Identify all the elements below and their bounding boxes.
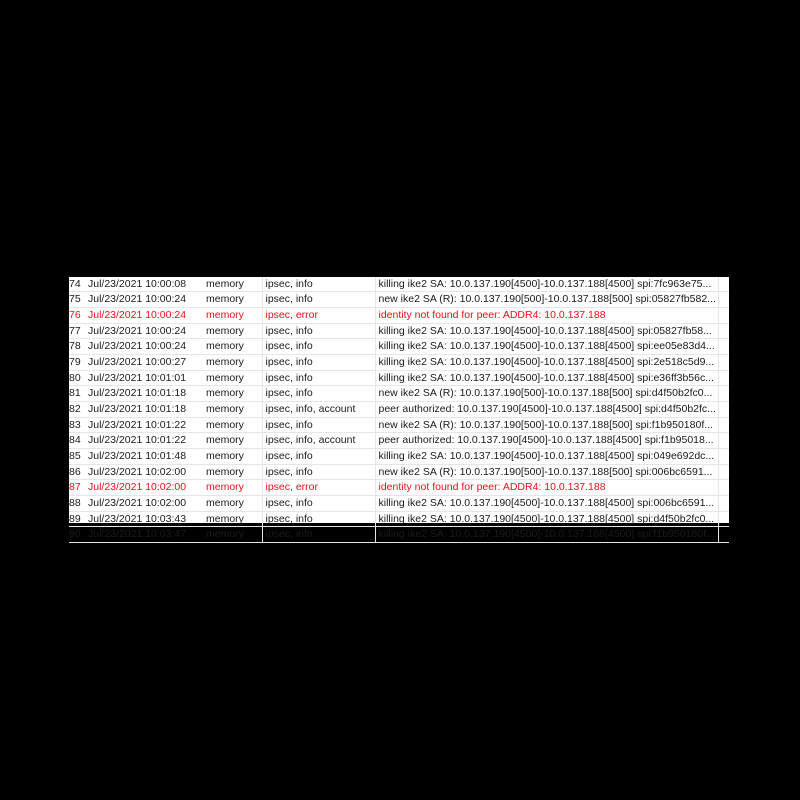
log-row-filler: [718, 527, 729, 543]
log-row[interactable]: [69, 386, 729, 402]
log-entry-buffer: memory: [200, 323, 262, 339]
log-entry-time: Jul/23/2021 10:01:22: [86, 417, 200, 433]
log-row[interactable]: [69, 370, 729, 386]
log-row-filler: [718, 292, 729, 308]
log-row-filler: [718, 307, 729, 323]
log-entry-number: 74: [69, 277, 86, 292]
log-entry-topics: ipsec, info: [262, 511, 375, 527]
log-entry-topics: ipsec, info: [262, 277, 375, 292]
log-entry-message: killing ike2 SA: 10.0.137.190[4500]-10.0.137.188[4500] spi:e36ff3b56c...: [375, 370, 718, 386]
log-entry-buffer: memory: [200, 307, 262, 323]
log-row-filler: [718, 386, 729, 402]
log-entry-buffer: memory: [200, 354, 262, 370]
log-row-filler: [718, 448, 729, 464]
log-entry-topics: ipsec, info: [262, 292, 375, 308]
log-entry-message: killing ike2 SA: 10.0.137.190[4500]-10.0.137.188[4500] spi:006bc6591...: [375, 495, 718, 511]
log-entry-buffer: memory: [200, 292, 262, 308]
log-entry-topics: ipsec, info: [262, 354, 375, 370]
log-entry-number: 75: [69, 292, 86, 308]
log-entry-topics: ipsec, info: [262, 323, 375, 339]
log-row-filler: [718, 401, 729, 417]
log-entry-time: Jul/23/2021 10:02:00: [86, 495, 200, 511]
log-entry-message: new ike2 SA (R): 10.0.137.190[500]-10.0.137.188[500] spi:05827fb582...: [375, 292, 718, 308]
log-entry-number: 88: [69, 495, 86, 511]
log-entry-message: new ike2 SA (R): 10.0.137.190[500]-10.0.137.188[500] spi:f1b950180f...: [375, 417, 718, 433]
log-entry-topics: ipsec, error: [262, 307, 375, 323]
log-entry-topics: ipsec, info: [262, 527, 375, 543]
log-entry-buffer: memory: [200, 339, 262, 355]
log-entry-buffer: memory: [200, 511, 262, 527]
log-row-filler: [718, 464, 729, 480]
log-entry-time: Jul/23/2021 10:02:00: [86, 464, 200, 480]
log-entry-topics: ipsec, info, account: [262, 401, 375, 417]
log-row-filler: [718, 354, 729, 370]
log-entry-number: 90: [69, 527, 86, 543]
log-entry-message: new ike2 SA (R): 10.0.137.190[500]-10.0.137.188[500] spi:d4f50b2fc0...: [375, 386, 718, 402]
log-entry-time: Jul/23/2021 10:03:43: [86, 511, 200, 527]
log-entry-time: Jul/23/2021 10:00:24: [86, 339, 200, 355]
log-entry-topics: ipsec, info, account: [262, 433, 375, 449]
log-row-error[interactable]: [69, 480, 729, 496]
log-entry-message: killing ike2 SA: 10.0.137.190[4500]-10.0.137.188[4500] spi:d4f50b2fc0...: [375, 511, 718, 527]
log-row-filler: [718, 370, 729, 386]
log-entry-topics: ipsec, info: [262, 370, 375, 386]
log-row-filler: [718, 480, 729, 496]
log-entry-message: identity not found for peer: ADDR4: 10.0.137.188: [375, 307, 718, 323]
log-row[interactable]: [69, 339, 729, 355]
log-entry-message: killing ike2 SA: 10.0.137.190[4500]-10.0.137.188[4500] spi:f1b950180f...: [375, 527, 718, 543]
log-entry-topics: ipsec, info: [262, 495, 375, 511]
log-entry-buffer: memory: [200, 386, 262, 402]
log-entry-number: 84: [69, 433, 86, 449]
log-entry-time: Jul/23/2021 10:00:08: [86, 277, 200, 292]
log-row[interactable]: [69, 464, 729, 480]
log-entry-time: Jul/23/2021 10:01:18: [86, 401, 200, 417]
log-entry-time: Jul/23/2021 10:01:01: [86, 370, 200, 386]
log-entry-time: Jul/23/2021 10:00:24: [86, 307, 200, 323]
log-entry-time: Jul/23/2021 10:01:18: [86, 386, 200, 402]
log-entry-time: Jul/23/2021 10:00:24: [86, 323, 200, 339]
log-row[interactable]: [69, 433, 729, 449]
log-entry-buffer: memory: [200, 277, 262, 292]
log-entry-buffer: memory: [200, 433, 262, 449]
log-entry-time: Jul/23/2021 10:00:24: [86, 292, 200, 308]
log-row-error[interactable]: [69, 307, 729, 323]
log-entry-topics: ipsec, info: [262, 417, 375, 433]
log-entry-time: Jul/23/2021 10:00:27: [86, 354, 200, 370]
log-row[interactable]: [69, 354, 729, 370]
log-entry-time: Jul/23/2021 10:01:48: [86, 448, 200, 464]
log-row-filler: [718, 277, 729, 292]
log-row-filler: [718, 511, 729, 527]
log-entry-buffer: memory: [200, 370, 262, 386]
log-entry-topics: ipsec, info: [262, 339, 375, 355]
log-table: [69, 277, 729, 543]
log-entry-number: 80: [69, 370, 86, 386]
log-entry-number: 86: [69, 464, 86, 480]
log-entry-number: 82: [69, 401, 86, 417]
log-entry-buffer: memory: [200, 495, 262, 511]
log-row[interactable]: [69, 292, 729, 308]
log-row[interactable]: [69, 495, 729, 511]
log-row-filler: [718, 495, 729, 511]
log-entry-time: Jul/23/2021 10:03:47: [86, 527, 200, 543]
log-entry-topics: ipsec, info: [262, 448, 375, 464]
log-entry-message: killing ike2 SA: 10.0.137.190[4500]-10.0.137.188[4500] spi:ee05e83d4...: [375, 339, 718, 355]
log-row[interactable]: [69, 448, 729, 464]
log-row[interactable]: [69, 417, 729, 433]
log-entry-number: 81: [69, 386, 86, 402]
log-entry-number: 83: [69, 417, 86, 433]
log-entry-number: 89: [69, 511, 86, 527]
log-entry-number: 76: [69, 307, 86, 323]
log-entry-number: 85: [69, 448, 86, 464]
log-entry-topics: ipsec, error: [262, 480, 375, 496]
log-entry-message: identity not found for peer: ADDR4: 10.0.137.188: [375, 480, 718, 496]
log-panel: [69, 277, 729, 541]
log-row[interactable]: [69, 323, 729, 339]
log-entry-number: 87: [69, 480, 86, 496]
log-row-filler: [718, 417, 729, 433]
log-entry-buffer: memory: [200, 417, 262, 433]
log-entry-message: killing ike2 SA: 10.0.137.190[4500]-10.0.137.188[4500] spi:2e518c5d9...: [375, 354, 718, 370]
log-table-body: [69, 277, 729, 542]
log-entry-number: 78: [69, 339, 86, 355]
log-entry-number: 79: [69, 354, 86, 370]
log-entry-topics: ipsec, info: [262, 386, 375, 402]
log-entry-buffer: memory: [200, 480, 262, 496]
log-entry-time: Jul/23/2021 10:02:00: [86, 480, 200, 496]
log-row[interactable]: [69, 401, 729, 417]
log-entry-topics: ipsec, info: [262, 464, 375, 480]
log-entry-message: killing ike2 SA: 10.0.137.190[4500]-10.0.137.188[4500] spi:7fc963e75...: [375, 277, 718, 292]
log-entry-number: 77: [69, 323, 86, 339]
log-row-filler: [718, 339, 729, 355]
log-row[interactable]: [69, 527, 729, 543]
log-entry-message: peer authorized: 10.0.137.190[4500]-10.0.137.188[4500] spi:f1b95018...: [375, 433, 718, 449]
log-entry-message: peer authorized: 10.0.137.190[4500]-10.0.137.188[4500] spi:d4f50b2fc...: [375, 401, 718, 417]
log-row[interactable]: [69, 277, 729, 292]
log-entry-message: new ike2 SA (R): 10.0.137.190[500]-10.0.137.188[500] spi:006bc6591...: [375, 464, 718, 480]
log-entry-message: killing ike2 SA: 10.0.137.190[4500]-10.0.137.188[4500] spi:05827fb58...: [375, 323, 718, 339]
log-entry-time: Jul/23/2021 10:01:22: [86, 433, 200, 449]
log-row[interactable]: [69, 511, 729, 527]
log-entry-buffer: memory: [200, 401, 262, 417]
log-entry-buffer: memory: [200, 527, 262, 543]
log-entry-buffer: memory: [200, 448, 262, 464]
log-row-filler: [718, 433, 729, 449]
log-entry-buffer: memory: [200, 464, 262, 480]
log-entry-message: killing ike2 SA: 10.0.137.190[4500]-10.0.137.188[4500] spi:049e692dc...: [375, 448, 718, 464]
log-row-filler: [718, 323, 729, 339]
